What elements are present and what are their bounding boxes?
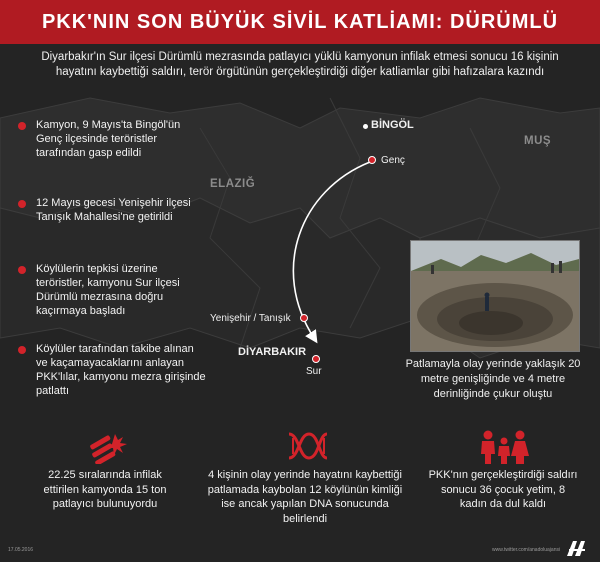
step-text: Köylülerin tepkisi üzerine teröristler, kamyonu Sur ilçesi Dürümlü mezrasına doğru kaçırmaya başladı — [36, 263, 180, 317]
fact-text: PKK'nın gerçekleştirdiği saldırı sonucu 36 çocuk yetim, 8 kadın da dul kaldı — [428, 469, 578, 510]
step-text: 12 Mayıs gecesi Yenişehir ilçesi Tanışık Mahallesi'ne getirildi — [36, 197, 191, 223]
footer-source-link[interactable]: www.twitter.com/anadoluajansi — [492, 547, 561, 553]
step-text: Köylüler tarafından takibe alınan ve kaçamayacaklarını anlayan PKK'lılar, kamyonu mezra girişinde patlattı — [36, 343, 206, 397]
map-label-yenisehir: Yenişehir / Tanışık — [210, 313, 291, 324]
map-label-genc: Genç — [381, 155, 405, 166]
fact-text: 4 kişinin olay yerinde hayatını kaybettiği patlamada kaybolan 12 köylünün kimliği ise ancak yapılan DNA sonucunda belirlendi — [207, 469, 403, 525]
bingol-marker — [363, 124, 368, 129]
sur-marker — [312, 355, 320, 363]
footer-date: 17.05.2016 — [8, 547, 34, 553]
page-title: PKK'NIN SON BÜYÜK SİVİL KATLİAMI: DÜRÜMLÜ — [41, 11, 559, 33]
subtitle: Diyarbakır'ın Sur ilçesi Dürümlü mezrasında patlayıcı yüklü kamyonun infilak etmesi sonucu 16 kişinin hayatını kaybettiği saldırı, terör örgütünün gerçekleştirdiği diğer katliamlar gibi hafızalara kazındı — [41, 51, 559, 78]
map-label-elazig: ELAZIĞ — [210, 178, 256, 190]
photo-caption: Patlamayla olay yerinde yaklaşık 20 metre genişliğinde ve 4 metre derinliğinde çukur oluştu — [405, 358, 581, 400]
explosion-icon — [85, 428, 129, 464]
dna-icon — [285, 428, 329, 464]
map-label-mus: MUŞ — [524, 135, 552, 147]
crater-photo — [410, 240, 580, 352]
family-icon — [478, 428, 530, 464]
fact-text: 22.25 sıralarında infilak ettirilen kamyonda 15 ton patlayıcı bulunuyordu — [43, 469, 167, 510]
map-label-sur: Sur — [306, 366, 322, 377]
step-text: Kamyon, 9 Mayıs'ta Bingöl'ün Genç ilçesinde teröristler tarafından gasp edildi — [36, 119, 181, 159]
map-label-diyarbakir: DİYARBAKIR — [238, 346, 307, 358]
map-label-bingol: BİNGÖL — [371, 119, 414, 131]
yenisehir-marker — [300, 314, 308, 322]
agency-logo — [566, 539, 592, 557]
genc-marker — [368, 156, 376, 164]
